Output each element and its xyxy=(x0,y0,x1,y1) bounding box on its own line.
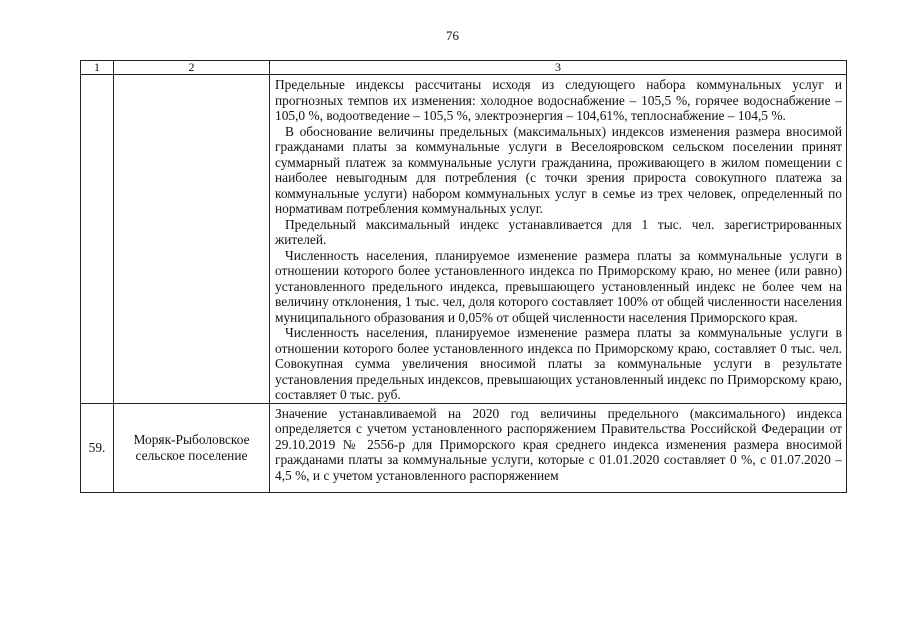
paragraph-index-set: Предельные индексы рассчитаны исходя из следующего набора коммунальных услуг и прогнозных темпов их изменения: холодное водоснабжение – 105,5 %, горячее водоснабжение – 105,0 %, водоотведение – 105,5 %, электроэнергия – 104,61%, теплоснабжение – 104,5 %. xyxy=(275,77,842,123)
continued-cell-name xyxy=(114,75,270,404)
paragraph-population-above: Численность населения, планируемое изменение размера платы за коммунальные услуги в отношении которого более установленного индекса по Приморскому краю, составляет 0 тыс. чел. Совокупная сумма увеличения вносимой платы за коммунальные услуги в результате установления предельных индексов, превышающих установленный индекс по Приморскому краю, составляет 0 тыс. руб. xyxy=(275,325,842,402)
header-col-3: 3 xyxy=(270,61,847,75)
paragraph-population-within: Численность населения, планируемое изменение размера платы за коммунальные услуги в отношении которого более установленного индекса по Приморскому краю, но менее (или равно) установленного предельного индекса, превышающего установленный индекс не более чем на величину отклонения, 1 тыс. чел, доля которого составляет 100% от общей численности населения муниципального образования и 0,05% от общей численности населения Приморского края. xyxy=(275,247,842,325)
paragraph-justification: В обоснование величины предельных (максимальных) индексов изменения размера вносимой гражданами платы за коммунальные услуги в Веселояровском сельском поселении принят суммарный платеж за коммунальные услуги гражданина, проживающего в жилом помещении с наиболее невыгодным для потребления (с точки зрения прироста совокупного платежа за коммунальные услуги) набором коммунальных услуг в семье из трех человек, определенный по нормативам потребления коммунальных услуг. xyxy=(275,123,842,216)
row-59-text-cell xyxy=(270,403,847,492)
table-row-continued xyxy=(81,75,847,404)
paragraph-max-index: Предельный максимальный индекс устанавливается для 1 тыс. чел. зарегистрированных жителей. xyxy=(275,216,842,247)
header-col-2: 2 xyxy=(114,61,270,75)
table-row-59 xyxy=(81,403,847,492)
continued-cell-number xyxy=(81,75,114,404)
document-table xyxy=(80,60,847,493)
page-number: 76 xyxy=(446,28,459,43)
settlement-name: Моряк-Рыболовское сельское поселение xyxy=(114,403,270,492)
header-col-1: 1 xyxy=(81,61,114,75)
continued-cell-text xyxy=(270,75,847,404)
paragraph-row-59: Значение устанавливаемой на 2020 год величины предельного (максимального) индекса определяется с учетом установленного распоряжением Правительства Российской Федерации от 29.10.2019 № 2556-р для Приморского края среднего индекса изменения размера вносимой гражданами платы за коммунальные услуги, которые с 01.01.2020 составляет 0 %, с 01.07.2020 – 4,5 %, и с учетом установленного распоряжением xyxy=(275,405,842,483)
row-number: 59. xyxy=(81,403,114,492)
table-header-row xyxy=(81,61,847,75)
